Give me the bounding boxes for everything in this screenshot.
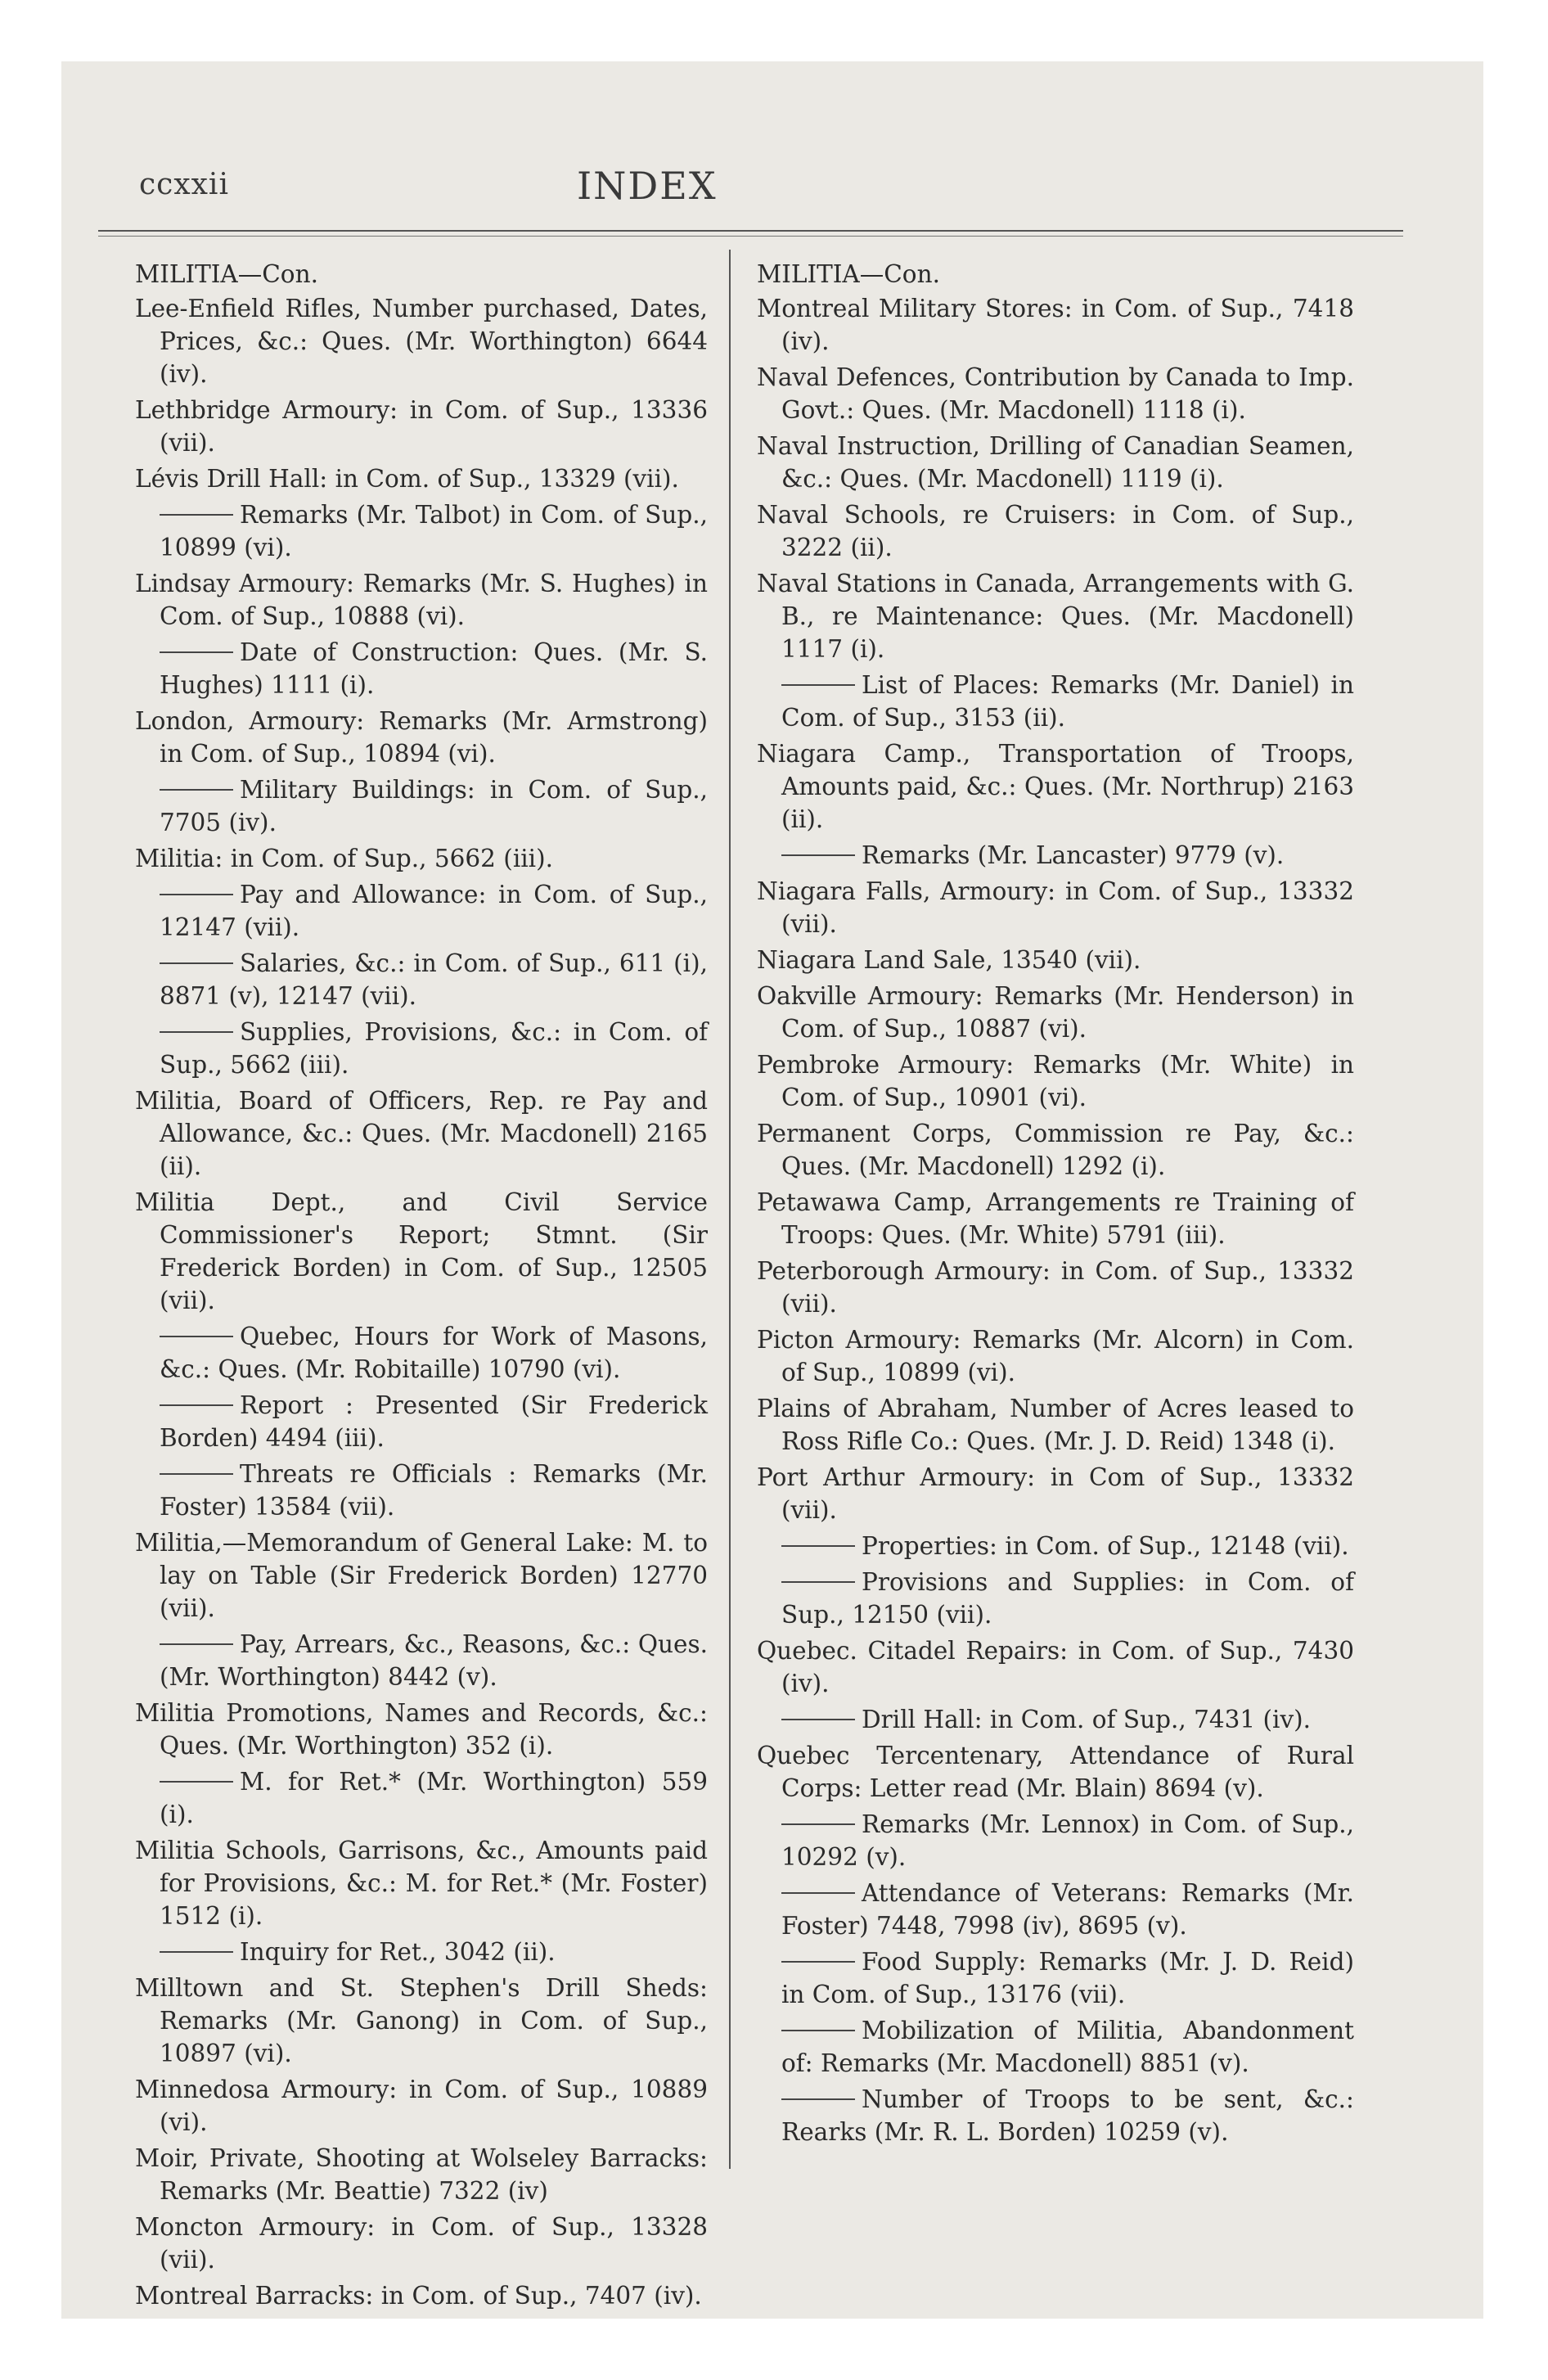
dash-rule xyxy=(160,514,233,516)
index-subentry xyxy=(135,773,708,839)
column-heading: MILITIA—Con. xyxy=(135,260,318,288)
index-subentry xyxy=(757,839,1354,872)
dash-rule xyxy=(781,2030,855,2031)
header-rule-secondary xyxy=(98,236,1403,237)
index-entry: Moir, Private, Shooting at Wolseley Barracks: Remarks (Mr. Beattie) 7322 (iv) xyxy=(135,2144,708,2205)
index-subentry xyxy=(135,1389,708,1454)
dash-rule xyxy=(160,1031,233,1033)
page-number: ccxxii xyxy=(139,168,229,201)
index-entry: Number of Troops to be sent, &c.: Rearks (Mr. R. L. Borden) 10259 (v). xyxy=(781,2085,1354,2146)
index-entry: Lee-Enfield Rifles, Number purchased, Dates, Prices, &c.: Ques. (Mr. Worthington) 6644 (iv). xyxy=(135,295,708,388)
index-entry: List of Places: Remarks (Mr. Daniel) in Com. of Sup., 3153 (ii). xyxy=(781,671,1354,732)
index-subentry xyxy=(757,1945,1354,2011)
right-column xyxy=(757,258,1354,2152)
index-entry: Attendance of Veterans: Remarks (Mr. Foster) 7448, 7998 (iv), 8695 (v). xyxy=(781,1879,1354,1940)
index-entry: Pay, Arrears, &c., Reasons, &c.: Ques. (Mr. Worthington) 8442 (v). xyxy=(160,1630,708,1691)
index-entry: Militia: in Com. of Sup., 5662 (iii). xyxy=(135,845,554,872)
index-entry: Remarks (Mr. Lennox) in Com. of Sup., 10292 (v). xyxy=(781,1810,1354,1871)
index-entry: Mobilization of Militia, Abandonment of: Remarks (Mr. Macdonell) 8851 (v). xyxy=(781,2017,1354,2077)
dash-rule xyxy=(781,684,855,686)
index-entry: Port Arthur Armoury: in Com of Sup., 13332 (vii). xyxy=(757,1463,1354,1524)
dash-rule xyxy=(781,1961,855,1963)
dash-rule xyxy=(160,894,233,895)
dash-rule xyxy=(781,2098,855,2100)
index-entry: Naval Schools, re Cruisers: in Com. of Sup., 3222 (ii). xyxy=(757,501,1354,561)
index-subentry xyxy=(757,2014,1354,2080)
dash-rule xyxy=(160,1336,233,1337)
index-entry: London, Armoury: Remarks (Mr. Armstrong) in Com. of Sup., 10894 (vi). xyxy=(135,707,708,768)
dash-rule xyxy=(781,1719,855,1720)
dash-rule xyxy=(160,789,233,791)
left-column xyxy=(135,258,708,2315)
index-entry: Drill Hall: in Com. of Sup., 7431 (iv). xyxy=(862,1706,1312,1733)
dash-rule xyxy=(160,1643,233,1645)
index-entry: Oakville Armoury: Remarks (Mr. Henderson) in Com. of Sup., 10887 (vi). xyxy=(757,982,1354,1043)
index-entry: Pembroke Armoury: Remarks (Mr. White) in Com. of Sup., 10901 (vi). xyxy=(757,1051,1354,1111)
index-entry: Militia Promotions, Names and Records, &c.: Ques. (Mr. Worthington) 352 (i). xyxy=(135,1699,708,1760)
index-entry: Date of Construction: Ques. (Mr. S. Hughes) 1111 (i). xyxy=(160,638,708,699)
index-entry: Militia,—Memorandum of General Lake: M. to lay on Table (Sir Frederick Borden) 12770 (vii). xyxy=(135,1529,708,1622)
index-entry: Naval Instruction, Drilling of Canadian Seamen, &c.: Ques. (Mr. Macdonell) 1119 (i). xyxy=(757,432,1354,493)
index-entry: Food Supply: Remarks (Mr. J. D. Reid) in Com. of Sup., 13176 (vii). xyxy=(781,1948,1354,2008)
index-entry: Military Buildings: in Com. of Sup., 7705 (iv). xyxy=(160,776,708,836)
index-entry: Niagara Land Sale, 13540 (vii). xyxy=(757,946,1141,974)
index-subentry xyxy=(135,1765,708,1831)
index-entry: Report : Presented (Sir Frederick Borden) 4494 (iii). xyxy=(160,1391,708,1452)
index-entry: Pay and Allowance: in Com. of Sup., 12147 (vii). xyxy=(160,881,708,941)
index-subentry xyxy=(135,498,708,564)
index-entry: Plains of Abraham, Number of Acres leased to Ross Rifle Co.: Ques. (Mr. J. D. Reid) 1348 (i). xyxy=(757,1395,1354,1455)
index-entry: Remarks (Mr. Talbot) in Com. of Sup., 10899 (vi). xyxy=(160,501,708,561)
index-subentry xyxy=(757,1703,1354,1736)
dash-rule xyxy=(160,1473,233,1475)
index-entry: Lévis Drill Hall: in Com. of Sup., 13329 (vii). xyxy=(135,465,679,493)
dash-rule xyxy=(781,1581,855,1583)
index-entry: Niagara Falls, Armoury: in Com. of Sup., 13332 (vii). xyxy=(757,877,1354,938)
index-subentry xyxy=(135,1628,708,1693)
index-entry: Provisions and Supplies: in Com. of Sup., 12150 (vii). xyxy=(781,1568,1354,1629)
index-entry: Militia Schools, Garrisons, &c., Amounts paid for Provisions, &c.: M. for Ret.* (Mr. Foster) 1512 (i). xyxy=(135,1837,708,1930)
index-entry: Picton Armoury: Remarks (Mr. Alcorn) in Com. of Sup., 10899 (vi). xyxy=(757,1326,1354,1386)
index-entry: Permanent Corps, Commission re Pay, &c.: Ques. (Mr. Macdonell) 1292 (i). xyxy=(757,1120,1354,1180)
header-rule xyxy=(98,230,1403,232)
dash-rule xyxy=(160,1781,233,1783)
index-subentry xyxy=(757,669,1354,734)
index-entry: Remarks (Mr. Lancaster) 9779 (v). xyxy=(862,841,1285,869)
index-entry: Milltown and St. Stephen's Drill Sheds: Remarks (Mr. Ganong) in Com. of Sup., 10897 (vi). xyxy=(135,1974,708,2067)
dash-rule xyxy=(781,854,855,856)
index-subentry xyxy=(757,1566,1354,1631)
column-divider xyxy=(729,250,731,2169)
index-entry: Quebec, Hours for Work of Masons, &c.: Ques. (Mr. Robitaille) 10790 (vi). xyxy=(160,1323,708,1383)
dash-rule xyxy=(781,1892,855,1894)
index-subentry xyxy=(757,1877,1354,1942)
index-subentry xyxy=(135,636,708,701)
index-entry: Quebec. Citadel Repairs: in Com. of Sup., 7430 (iv). xyxy=(757,1637,1354,1697)
index-entry: Moncton Armoury: in Com. of Sup., 13328 (vii). xyxy=(135,2213,708,2274)
dash-rule xyxy=(160,1951,233,1953)
index-entry: Petawawa Camp, Arrangements re Training of Troops: Ques. (Mr. White) 5791 (iii). xyxy=(757,1188,1354,1249)
dash-rule xyxy=(781,1545,855,1547)
index-subentry xyxy=(135,1458,708,1523)
index-entry: Salaries, &c.: in Com. of Sup., 611 (i), 8871 (v), 12147 (vii). xyxy=(160,949,708,1010)
index-entry: M. for Ret.* (Mr. Worthington) 559 (i). xyxy=(160,1768,708,1828)
column-heading: MILITIA—Con. xyxy=(757,260,940,288)
index-entry: Supplies, Provisions, &c.: in Com. of Sup., 5662 (iii). xyxy=(160,1018,708,1079)
index-entry: Naval Defences, Contribution by Canada to Imp. Govt.: Ques. (Mr. Macdonell) 1118 (i). xyxy=(757,363,1354,424)
index-entry: Lethbridge Armoury: in Com. of Sup., 13336 (vii). xyxy=(135,396,708,457)
index-subentry xyxy=(757,1530,1354,1562)
index-page xyxy=(61,61,1483,2319)
index-entry: Inquiry for Ret., 3042 (ii). xyxy=(240,1938,556,1966)
dash-rule xyxy=(160,1404,233,1406)
index-entry: Quebec Tercentenary, Attendance of Rural Corps: Letter read (Mr. Blain) 8694 (v). xyxy=(757,1742,1354,1802)
index-subentry xyxy=(135,947,708,1012)
index-subentry xyxy=(757,1808,1354,1873)
page-title: INDEX xyxy=(577,164,718,208)
index-subentry xyxy=(757,2083,1354,2148)
index-entry: Peterborough Armoury: in Com. of Sup., 13332 (vii). xyxy=(757,1257,1354,1318)
index-entry: Militia Dept., and Civil Service Commissioner's Report; Stmnt. (Sir Frederick Borden) in Com. of Sup., 12505 (vii). xyxy=(135,1188,708,1314)
index-entry: Montreal Military Stores: in Com. of Sup., 7418 (iv). xyxy=(757,295,1354,355)
index-entry: Threats re Officials : Remarks (Mr. Foster) 13584 (vii). xyxy=(160,1460,708,1521)
index-entry: Niagara Camp., Transportation of Troops, Amounts paid, &c.: Ques. (Mr. Northrup) 2163 (ii). xyxy=(757,740,1354,833)
dash-rule xyxy=(160,651,233,653)
index-entry: Montreal Barracks: in Com. of Sup., 7407 (iv). xyxy=(135,2282,702,2310)
index-subentry xyxy=(135,1320,708,1386)
index-entry: Properties: in Com. of Sup., 12148 (vii). xyxy=(862,1532,1349,1560)
dash-rule xyxy=(781,1823,855,1825)
index-entry: Militia, Board of Officers, Rep. re Pay and Allowance, &c.: Ques. (Mr. Macdonell) 2165 (ii). xyxy=(135,1087,708,1180)
index-subentry xyxy=(135,878,708,944)
index-entry: Lindsay Armoury: Remarks (Mr. S. Hughes) in Com. of Sup., 10888 (vi). xyxy=(135,570,708,630)
dash-rule xyxy=(160,962,233,964)
index-subentry xyxy=(135,1016,708,1081)
index-subentry xyxy=(135,1936,708,1968)
index-entry: Minnedosa Armoury: in Com. of Sup., 10889 (vi). xyxy=(135,2076,708,2136)
index-entry: Naval Stations in Canada, Arrangements with G. B., re Maintenance: Ques. (Mr. Macdonell) 1117 (i). xyxy=(757,570,1354,663)
